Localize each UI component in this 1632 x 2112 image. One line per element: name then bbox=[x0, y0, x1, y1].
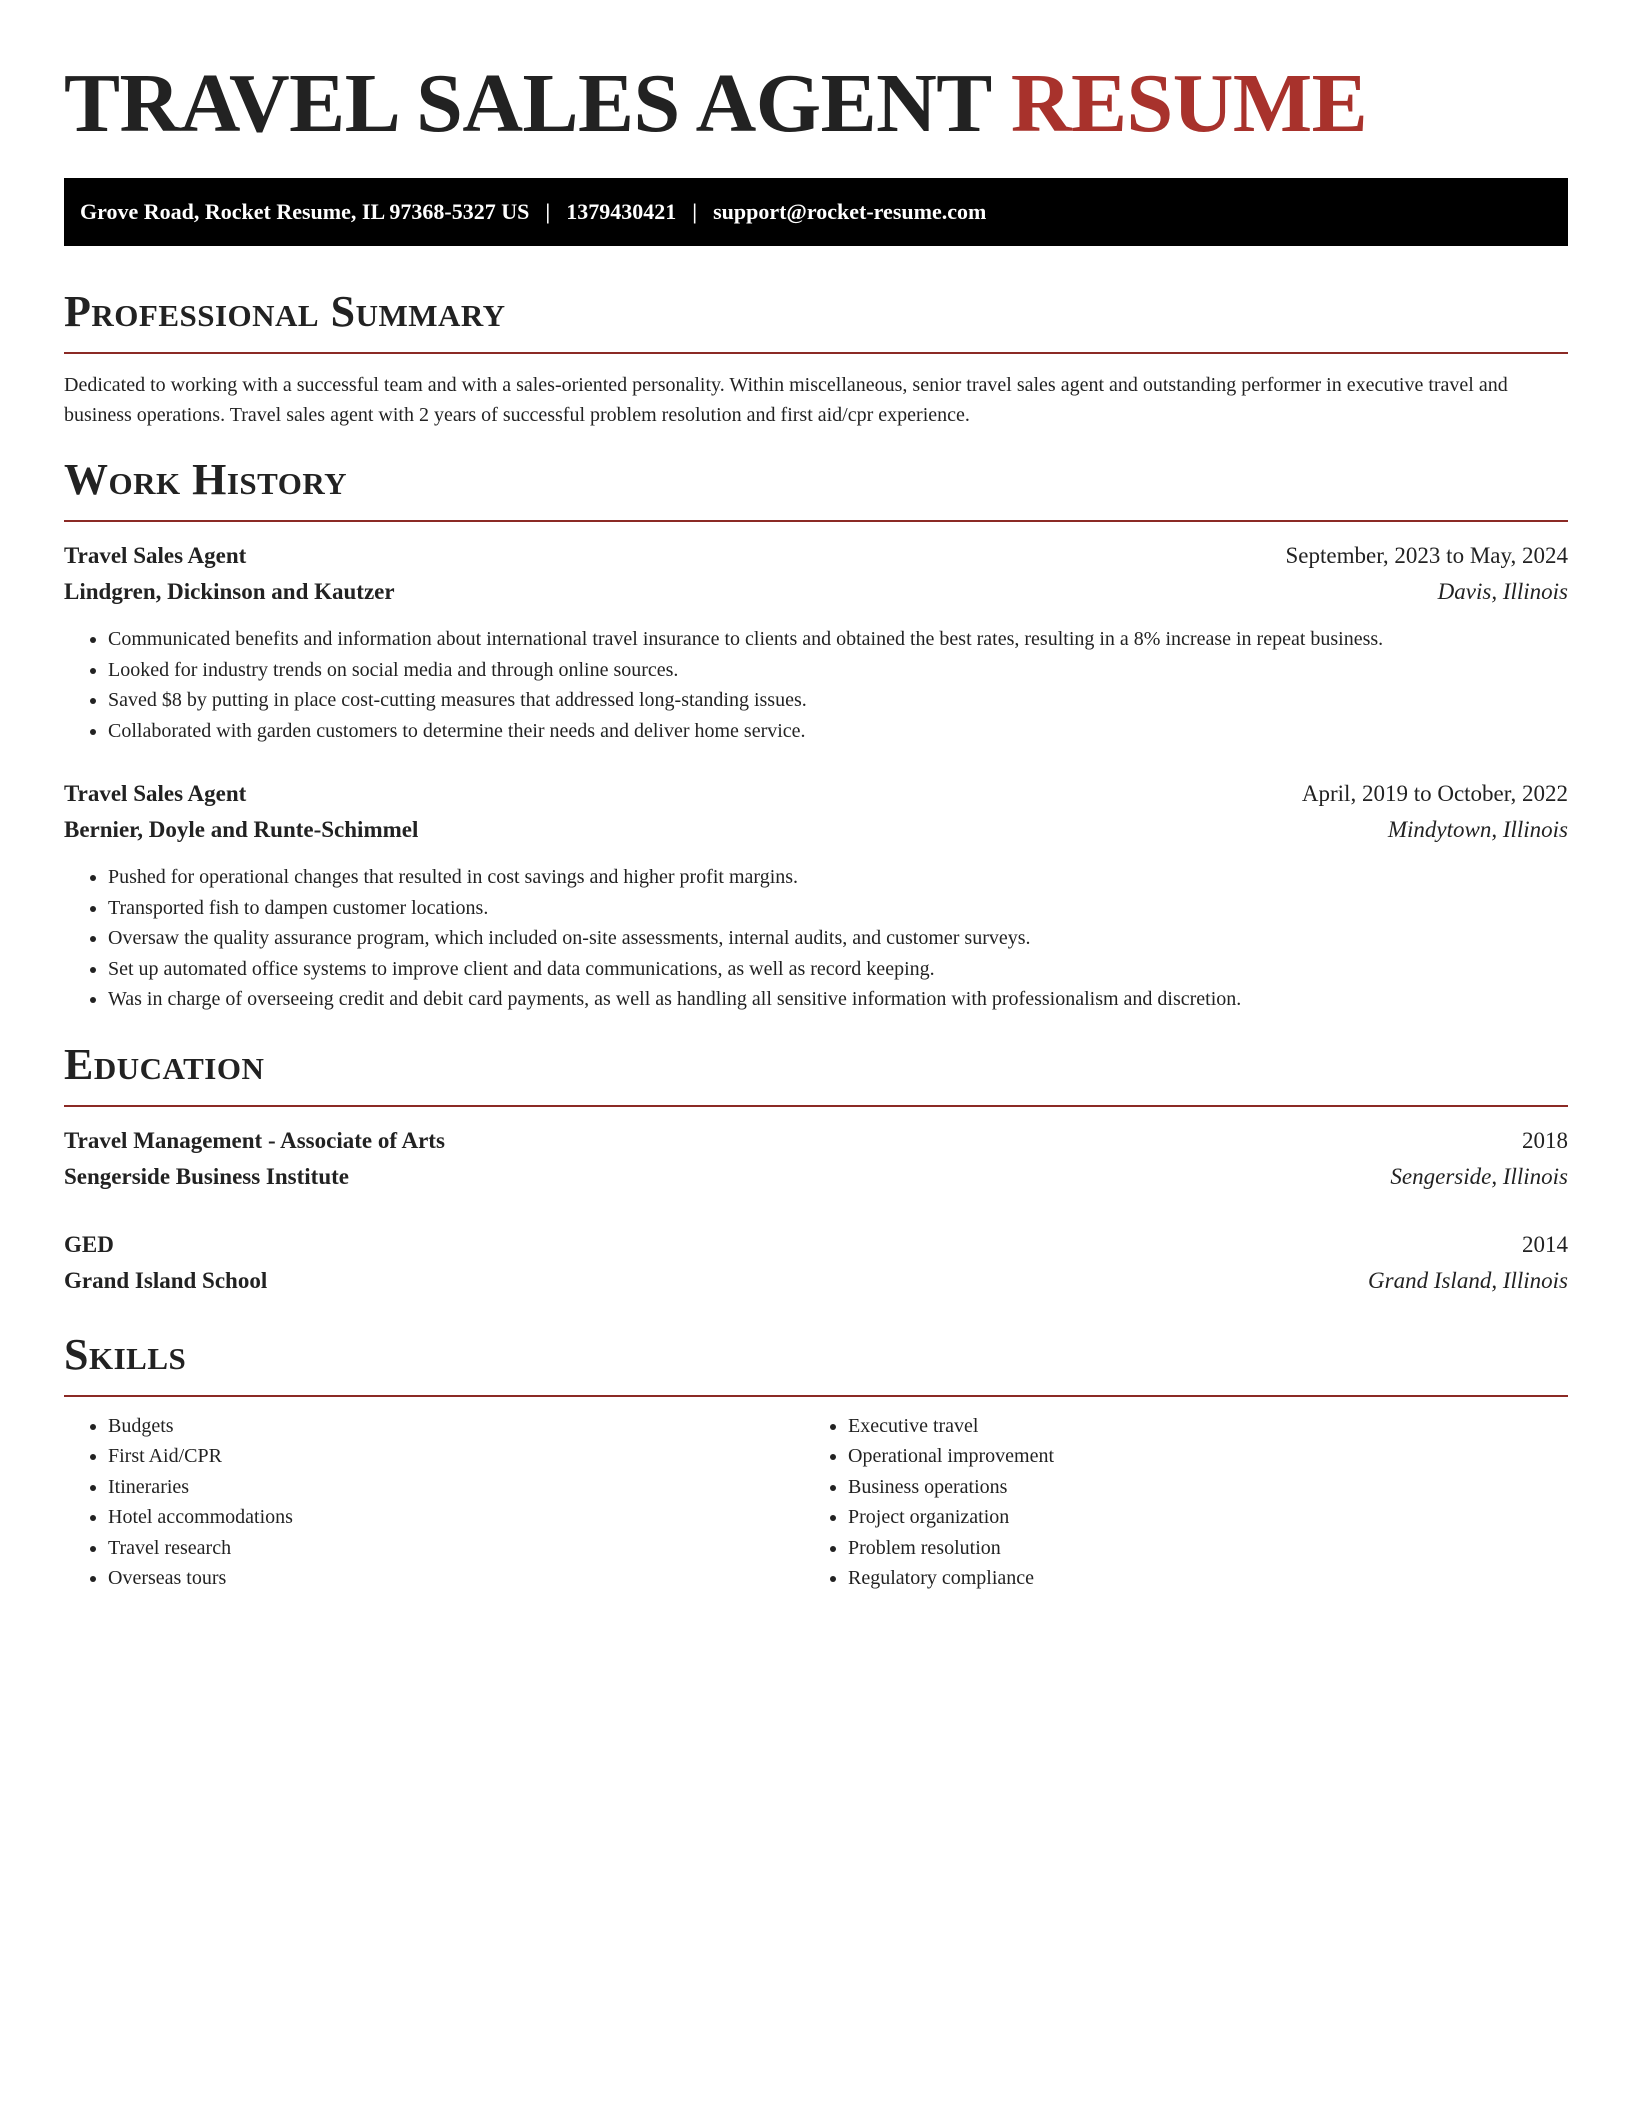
skill-item: • First Aid/CPR bbox=[108, 1441, 804, 1472]
skill-item: • Operational improvement bbox=[848, 1441, 1544, 1472]
skills-section bbox=[64, 1329, 1568, 1594]
education-degree-row bbox=[64, 1123, 1568, 1159]
section-divider bbox=[64, 1105, 1568, 1107]
job-header-row bbox=[64, 776, 1568, 812]
education-section bbox=[64, 1039, 1568, 1299]
skills-column-left bbox=[64, 1411, 804, 1594]
education-degree: GED bbox=[64, 1231, 114, 1257]
job-company: Bernier, Doyle and Runte-Schimmel bbox=[64, 817, 419, 842]
job-dates: September, 2023 to May, 2024 bbox=[1285, 543, 1568, 568]
job-entry bbox=[64, 776, 1568, 1015]
summary-heading: Professional Summary bbox=[64, 287, 506, 336]
education-location: Sengerside, Illinois bbox=[1390, 1163, 1568, 1189]
contact-address: Grove Road, Rocket Resume, IL 97368-5327 US bbox=[80, 199, 530, 224]
job-bullet: • Pushed for operational changes that resulted in cost savings and higher profit margins. bbox=[108, 862, 1568, 893]
resume-title bbox=[64, 54, 1568, 154]
skill-item: • Budgets bbox=[108, 1411, 804, 1442]
section-divider bbox=[64, 1395, 1568, 1397]
skill-item: • Project organization bbox=[848, 1502, 1544, 1533]
education-degree: Travel Management - Associate of Arts bbox=[64, 1127, 445, 1153]
job-bullet: • Transported fish to dampen customer locations. bbox=[108, 893, 1568, 924]
education-school-row bbox=[64, 1263, 1568, 1299]
title-main: TRAVEL SALES AGENT bbox=[64, 57, 991, 150]
skills-column-right bbox=[804, 1411, 1544, 1594]
skill-item: • Travel research bbox=[108, 1533, 804, 1564]
job-bullet: • Set up automated office systems to improve client and data communications, as well as record keeping. bbox=[108, 954, 1568, 985]
education-year: 2018 bbox=[1522, 1127, 1568, 1153]
title-accent: RESUME bbox=[1010, 57, 1368, 150]
skill-item: • Problem resolution bbox=[848, 1533, 1544, 1564]
job-company-row bbox=[64, 812, 1568, 848]
job-location: Davis, Illinois bbox=[1437, 579, 1568, 604]
contact-bar bbox=[64, 178, 1568, 246]
section-divider bbox=[64, 520, 1568, 522]
education-entry bbox=[64, 1123, 1568, 1195]
job-entry bbox=[64, 538, 1568, 746]
job-bullet: • Looked for industry trends on social media and through online sources. bbox=[108, 655, 1568, 686]
job-title: Travel Sales Agent bbox=[64, 543, 247, 568]
education-school-row bbox=[64, 1159, 1568, 1195]
work-section bbox=[64, 454, 1568, 1015]
job-bullet: • Oversaw the quality assurance program, which included on-site assessments, internal audits, and customer surveys. bbox=[108, 923, 1568, 954]
summary-section bbox=[64, 286, 1568, 430]
skill-item: • Hotel accommodations bbox=[108, 1502, 804, 1533]
contact-separator: | bbox=[545, 199, 551, 224]
job-bullet: • Was in charge of overseeing credit and debit card payments, as well as handling all sensitive information with professionalism and discretion. bbox=[108, 984, 1568, 1015]
contact-phone: 1379430421 bbox=[566, 199, 677, 224]
skill-item: • Itineraries bbox=[108, 1472, 804, 1503]
contact-email: support@rocket-resume.com bbox=[713, 199, 987, 224]
education-entry bbox=[64, 1227, 1568, 1299]
skill-item: • Regulatory compliance bbox=[848, 1563, 1544, 1594]
skills-heading: Skills bbox=[64, 1329, 187, 1379]
education-heading: Education bbox=[64, 1039, 265, 1089]
job-bullet: • Saved $8 by putting in place cost-cutting measures that addressed long-standing issues. bbox=[108, 685, 1568, 716]
job-bullet: • Communicated benefits and information about international travel insurance to clients and obtained the best rates, resulting in a 8% increase in repeat business. bbox=[108, 624, 1568, 655]
education-degree-row bbox=[64, 1227, 1568, 1263]
education-location: Grand Island, Illinois bbox=[1368, 1267, 1568, 1293]
job-title: Travel Sales Agent bbox=[64, 781, 247, 806]
work-heading: Work History bbox=[64, 455, 348, 504]
contact-separator: | bbox=[692, 199, 698, 224]
job-dates: April, 2019 to October, 2022 bbox=[1301, 781, 1568, 806]
skills-columns bbox=[64, 1411, 1568, 1594]
summary-text: Dedicated to working with a successful team and with a sales-oriented personality. Within miscellaneous, senior travel sales agent and outstanding performer in executive travel and business operations. Travel sales agent with 2 years of successful problem resolution and first aid/cpr experience. bbox=[64, 374, 1508, 426]
job-location: Mindytown, Illinois bbox=[1387, 817, 1568, 842]
job-company-row bbox=[64, 574, 1568, 610]
job-header-row bbox=[64, 538, 1568, 574]
job-bullets bbox=[64, 862, 1568, 1015]
section-divider bbox=[64, 352, 1568, 354]
job-company: Lindgren, Dickinson and Kautzer bbox=[64, 579, 395, 604]
skill-item: • Business operations bbox=[848, 1472, 1544, 1503]
job-bullets bbox=[64, 624, 1568, 746]
job-bullet: • Collaborated with garden customers to determine their needs and deliver home service. bbox=[108, 716, 1568, 747]
education-school: Sengerside Business Institute bbox=[64, 1163, 349, 1189]
skill-item: • Overseas tours bbox=[108, 1563, 804, 1594]
education-school: Grand Island School bbox=[64, 1267, 268, 1293]
skill-item: • Executive travel bbox=[848, 1411, 1544, 1442]
education-year: 2014 bbox=[1522, 1231, 1568, 1257]
